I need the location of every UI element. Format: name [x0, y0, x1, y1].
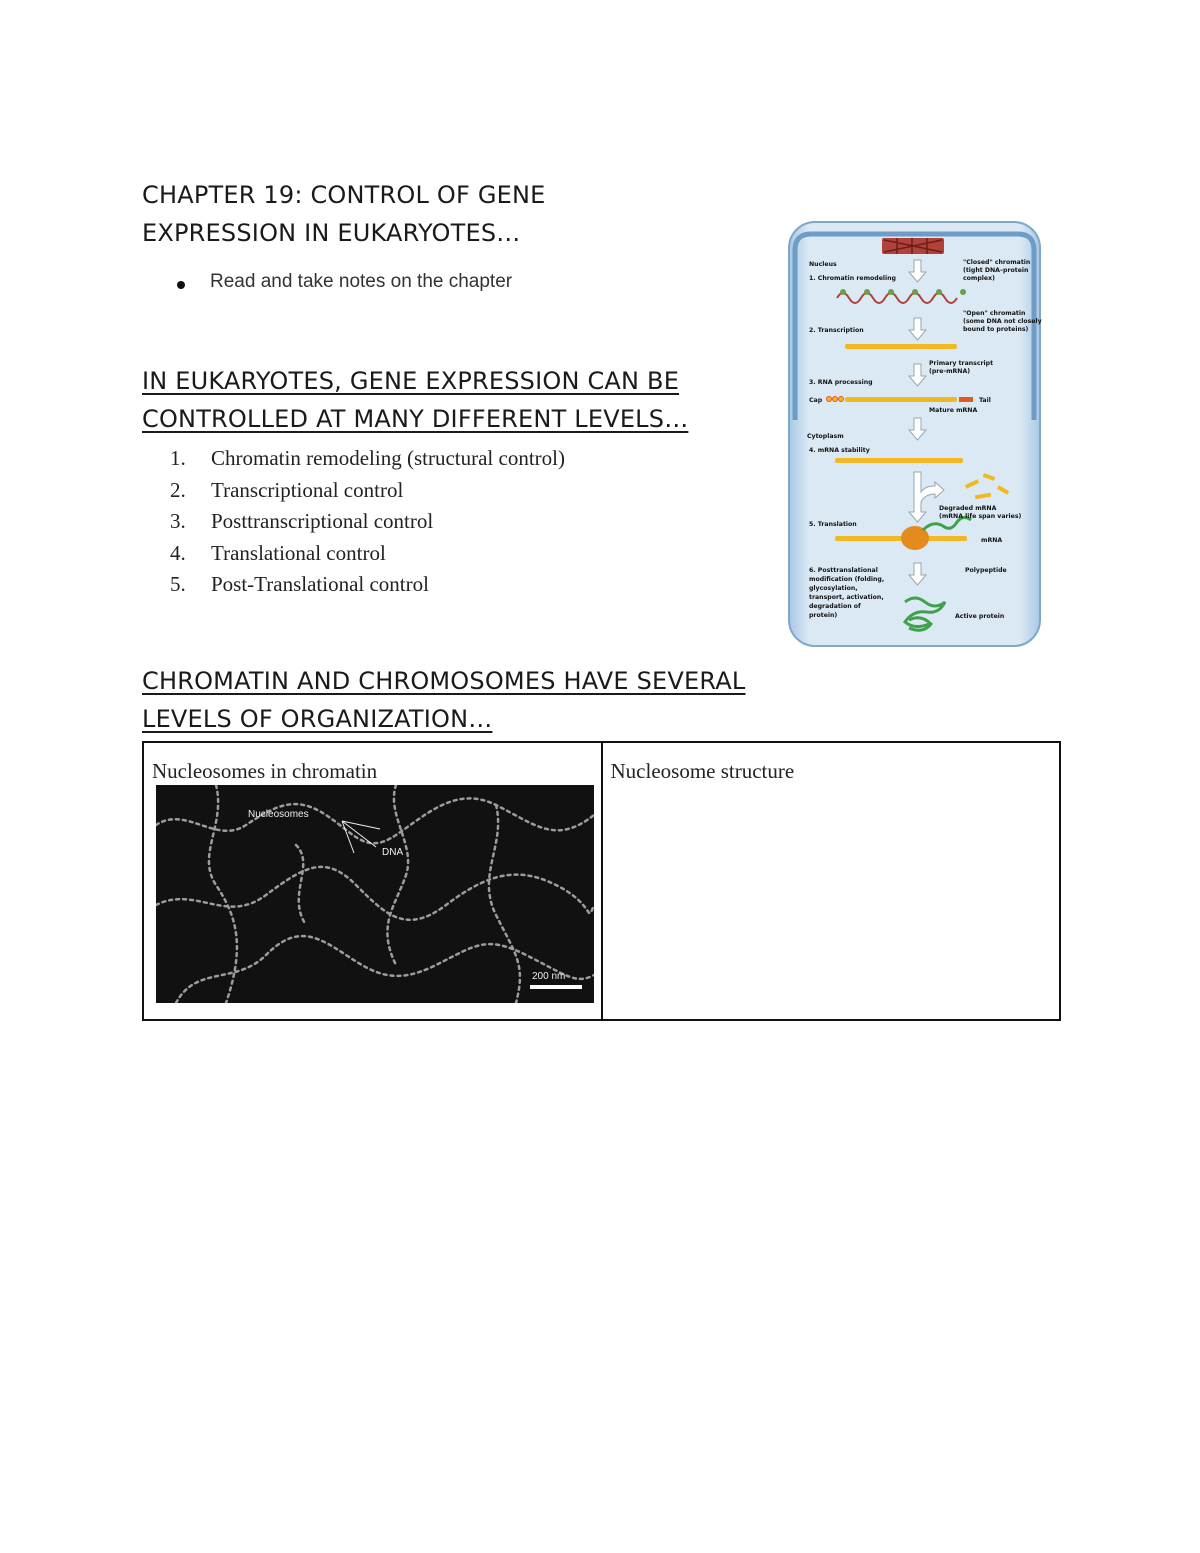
tail-label: Tail: [979, 397, 991, 404]
step-chromatin-remodeling: 1. Chromatin remodeling: [809, 275, 896, 282]
step-posttranslational-2: modification (folding,: [809, 576, 885, 583]
scale-bar: [530, 985, 582, 989]
table-row: [143, 742, 1060, 1020]
section-heading-levels: [142, 362, 688, 438]
nucleus-label: Nucleus: [809, 261, 837, 268]
polypeptide-label: Polypeptide: [965, 567, 1007, 574]
cytoplasm-label: Cytoplasm: [807, 433, 844, 440]
step-rna-processing: 3. RNA processing: [809, 379, 873, 386]
mature-mrna-label: Mature mRNA: [929, 407, 978, 414]
step-posttranslational: 6. Posttranslational: [809, 567, 878, 574]
list-text: Posttranscriptional control: [211, 509, 434, 533]
degraded-mrna-label: Degraded mRNA: [939, 505, 997, 512]
list-number: 5.: [170, 572, 186, 596]
step-posttranslational-5: degradation of: [809, 603, 861, 610]
closed-chromatin-label-2: (tight DNA–protein: [963, 267, 1029, 274]
dna-label: DNA: [382, 847, 404, 858]
table-cell-chromatin: [143, 742, 602, 1020]
pre-mrna-strand: [845, 344, 957, 349]
mrna-label: mRNA: [981, 537, 1003, 544]
title-line-2: EXPRESSION IN EUKARYOTES…: [142, 219, 521, 247]
mature-mrna-strand: [827, 397, 974, 403]
active-protein-label: Active protein: [955, 613, 1005, 620]
gene-expression-figure: [787, 220, 1042, 648]
cytoplasm-mrna-strand: [835, 458, 963, 463]
list-item: [170, 443, 565, 475]
primary-transcript-label-2: (pre-mRNA): [929, 368, 971, 375]
step-posttranslational-4: transport, activation,: [809, 594, 884, 601]
list-text: Chromatin remodeling (structural control): [211, 446, 565, 470]
list-item: [170, 475, 565, 507]
section-heading-line-2: LEVELS OF ORGANIZATION…: [142, 705, 493, 733]
step-posttranslational-3: glycosylation,: [809, 585, 858, 592]
closed-chromatin-label: "Closed" chromatin: [963, 259, 1031, 266]
page-title: [142, 176, 546, 252]
list-text: Translational control: [211, 540, 386, 565]
section-heading-organization: [142, 662, 745, 738]
list-item: [170, 538, 565, 570]
open-chromatin-label: "Open" chromatin: [963, 310, 1026, 317]
cap-label: Cap: [809, 397, 823, 404]
table-cell-structure: [602, 742, 1061, 1020]
list-number: 4.: [170, 540, 186, 565]
step-posttranslational-6: protein): [809, 612, 838, 619]
list-text: Post-Translational control: [211, 572, 429, 596]
scale-label: 200 nm: [532, 971, 566, 982]
closed-chromatin-label-3: complex): [963, 275, 995, 282]
list-number: 2.: [170, 477, 186, 502]
open-chromatin-label-3: bound to proteins): [963, 326, 1029, 333]
control-levels-list: [170, 443, 565, 601]
list-item: [170, 569, 565, 601]
cell-label: Nucleosomes in chromatin: [152, 759, 378, 783]
degraded-mrna-label-2: (mRNA life span varies): [939, 513, 1022, 520]
step-translation: 5. Translation: [809, 521, 857, 528]
nucleosome-micrograph: [156, 785, 594, 1003]
step-mrna-stability: 4. mRNA stability: [809, 447, 870, 454]
open-chromatin-label-2: (some DNA not closely: [963, 318, 1042, 325]
closed-chromatin-icon: [882, 238, 944, 254]
title-line-1: CHAPTER 19: CONTROL OF GENE: [142, 181, 546, 209]
list-number: 1.: [170, 446, 186, 470]
list-text: Transcriptional control: [211, 477, 404, 502]
primary-transcript-label: Primary transcript: [929, 360, 994, 367]
step-transcription: 2. Transcription: [809, 327, 864, 334]
list-item: [170, 506, 565, 538]
nucleosomes-label: Nucleosomes: [248, 809, 309, 820]
section-heading-line-2: CONTROLLED AT MANY DIFFERENT LEVELS…: [142, 405, 689, 433]
cell-label: Nucleosome structure: [610, 759, 795, 783]
task-item: Read and take notes on the chapter: [170, 271, 512, 293]
list-number: 3.: [170, 509, 186, 533]
section-heading-line-1: IN EUKARYOTES, GENE EXPRESSION CAN BE: [142, 367, 680, 395]
nucleosome-table: [142, 741, 1061, 1021]
task-list: [170, 271, 512, 293]
translation-mrna-strand: [835, 536, 967, 541]
section-heading-line-1: CHROMATIN AND CHROMOSOMES HAVE SEVERAL: [142, 667, 746, 695]
